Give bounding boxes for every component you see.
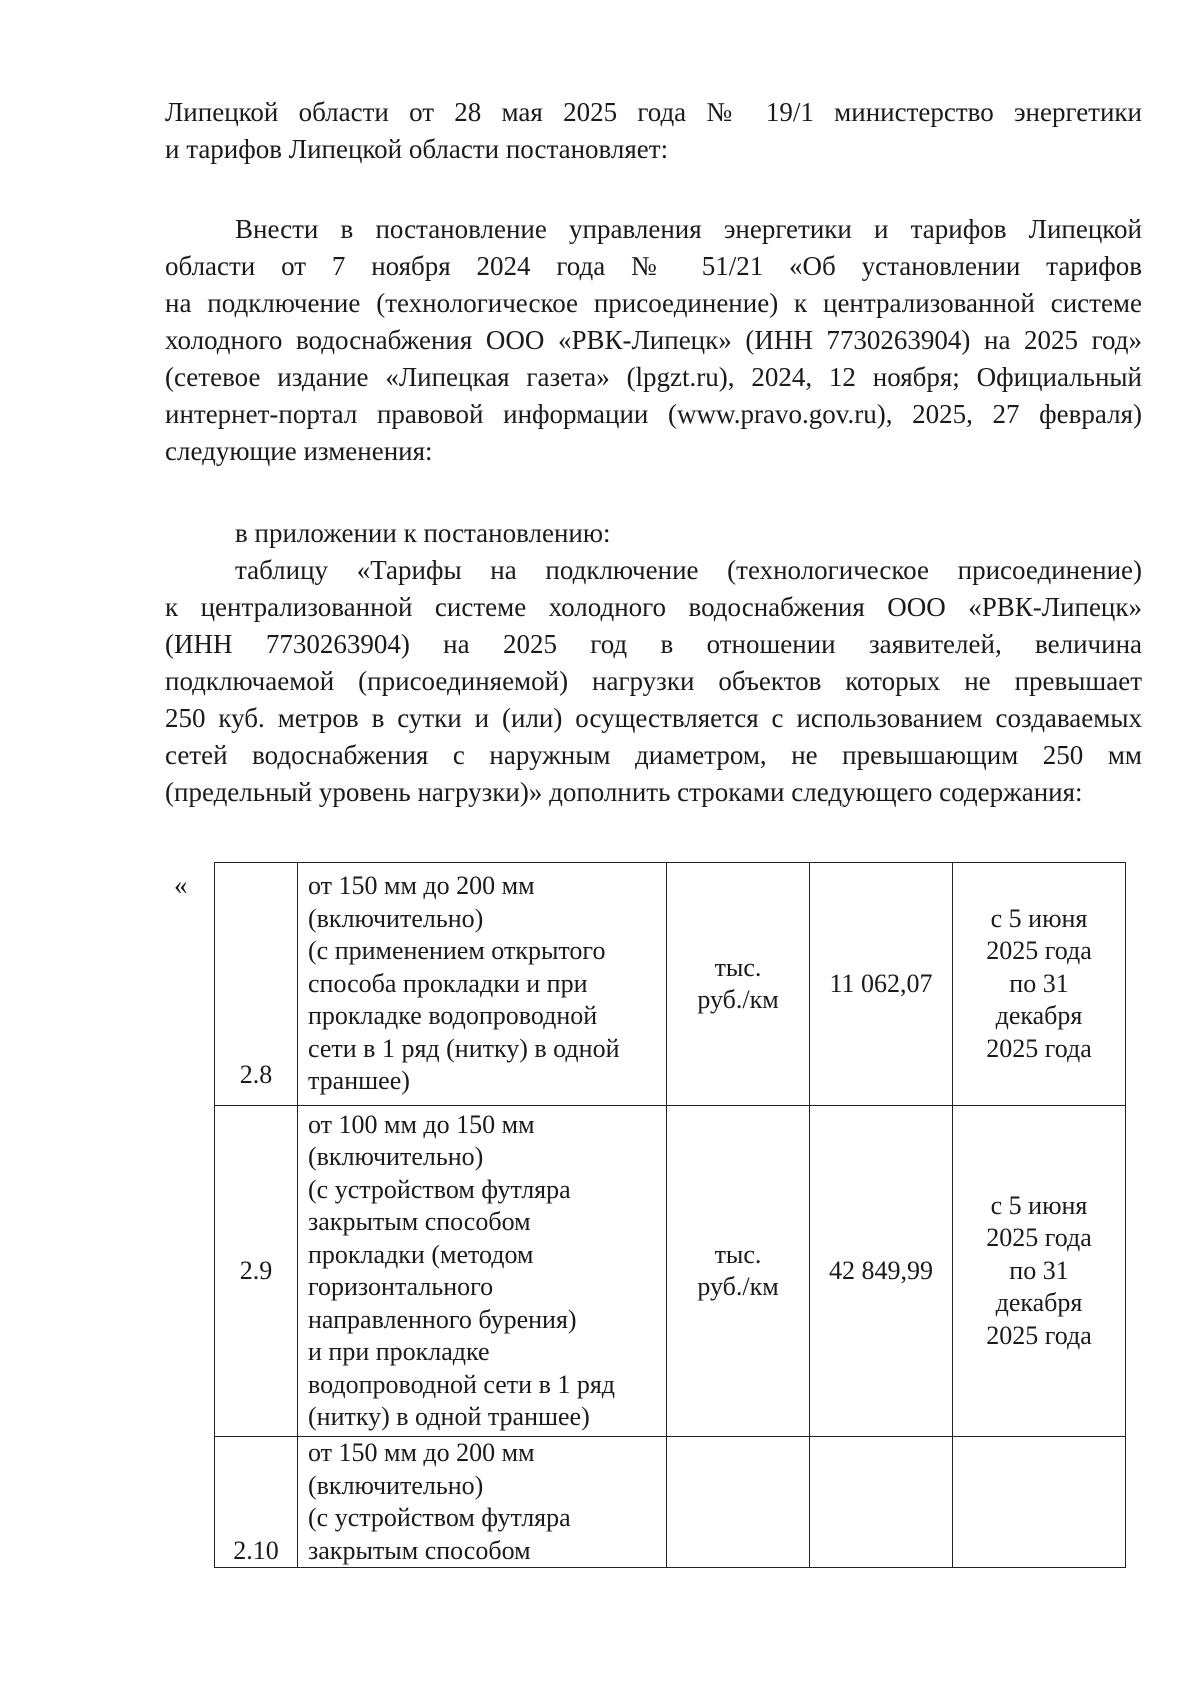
- row-number: 2.8: [215, 863, 298, 1106]
- intro-line: Липецкой области от 28 мая 2025 года № 19/1 министерство энергетики: [165, 97, 1142, 127]
- decree-line: Внести в постановление управления энергетики и тарифов Липецкой: [235, 214, 1142, 244]
- period-line: декабря: [995, 1288, 1083, 1318]
- row-period: [953, 1106, 1126, 1437]
- description-line: (с устройством футляра: [308, 1174, 571, 1204]
- row-value: 11 062,07: [810, 863, 953, 1106]
- table-row: [215, 1437, 1126, 1568]
- description-line: способа прокладки и при: [308, 968, 588, 998]
- description-line: траншее): [308, 1066, 410, 1096]
- appendix-line: таблицу «Тарифы на подключение (технологическое присоединение): [235, 555, 1142, 585]
- decree-line: (сетевое издание «Липецкая газета» (lpgzt.ru), 2024, 12 ноября; Официальный: [165, 362, 1142, 392]
- row-number: 2.9: [215, 1106, 298, 1437]
- description-line: (включительно): [308, 1470, 484, 1500]
- row-description: [298, 1106, 667, 1437]
- description-line: от 150 мм до 200 мм: [308, 1438, 535, 1467]
- description-line: прокладке водопроводной: [308, 1001, 598, 1031]
- description-line: водопроводной сети в 1 ряд: [308, 1369, 616, 1399]
- period-line: декабря: [995, 1001, 1083, 1031]
- row-unit-empty: [667, 1437, 810, 1568]
- appendix-line: (предельный уровень нагрузки)» дополнить строками следующего содержания:: [165, 777, 1083, 807]
- unit-line: тыс.: [714, 952, 762, 982]
- unit-line: руб./км: [697, 1272, 779, 1301]
- appendix-paragraph: [165, 515, 1142, 811]
- intro-line: и тарифов Липецкой области постановляет:: [165, 134, 669, 164]
- period-line: 2025 года: [986, 1320, 1092, 1350]
- row-description: [298, 1437, 667, 1568]
- tariff-table: [214, 862, 1126, 1568]
- period-line: с 5 июня: [990, 1190, 1088, 1220]
- table-row: [215, 863, 1126, 1106]
- appendix-line: 250 куб. метров в сутки и (или) осуществляется с использованием создаваемых: [165, 703, 1142, 733]
- period-line: 2025 года: [986, 936, 1092, 966]
- description-line: от 100 мм до 150 мм: [308, 1109, 535, 1139]
- period-line: 2025 года: [986, 1033, 1092, 1063]
- unit-line: тыс.: [714, 1239, 762, 1269]
- description-line: от 150 мм до 200 мм: [308, 871, 535, 901]
- decree-line: следующие изменения:: [165, 436, 433, 466]
- table-row: [215, 1106, 1126, 1437]
- description-line: сети в 1 ряд (нитку) в одной: [308, 1033, 620, 1063]
- description-line: направленного бурения): [308, 1304, 577, 1334]
- row-value: 42 849,99: [810, 1106, 953, 1437]
- decree-paragraph: [165, 211, 1142, 470]
- row-period: [953, 863, 1126, 1106]
- appendix-heading: в приложении к постановлению:: [235, 518, 611, 548]
- intro-paragraph: [165, 94, 1142, 168]
- period-line: по 31: [1009, 968, 1069, 998]
- row-unit: [667, 1106, 810, 1437]
- decree-line: области от 7 ноября 2024 года № 51/21 «Об установлении тарифов: [165, 251, 1142, 281]
- appendix-line: подключаемой (присоединяемой) нагрузки объектов которых не превышает: [165, 666, 1142, 696]
- description-line: прокладки (методом: [308, 1239, 534, 1269]
- row-description: [298, 863, 667, 1106]
- description-line: (включительно): [308, 1142, 484, 1171]
- row-period-empty: [953, 1437, 1126, 1568]
- row-unit: [667, 863, 810, 1106]
- description-line: закрытым способом: [308, 1207, 531, 1236]
- decree-line: на подключение (технологическое присоединение) к централизованной системе: [165, 288, 1142, 318]
- decree-line: интернет-портал правовой информации (www.pravo.gov.ru), 2025, 27 февраля): [165, 399, 1142, 429]
- description-line: закрытым способом: [308, 1535, 531, 1565]
- row-number: 2.10: [215, 1437, 298, 1568]
- description-line: (с применением открытого: [308, 936, 606, 966]
- description-line: (нитку) в одной траншее): [308, 1402, 590, 1431]
- period-line: с 5 июня: [990, 903, 1088, 933]
- row-value-empty: [810, 1437, 953, 1568]
- description-line: и при прокладке: [308, 1337, 490, 1366]
- description-line: (с устройством футляра: [308, 1503, 571, 1532]
- period-line: 2025 года: [986, 1223, 1092, 1253]
- appendix-line: сетей водоснабжения с наружным диаметром, не превышающим 250 мм: [165, 740, 1142, 770]
- period-line: по 31: [1009, 1255, 1069, 1285]
- description-line: (включительно): [308, 903, 484, 933]
- appendix-line: (ИНН 7730263904) на 2025 год в отношении заявителей, величина: [165, 629, 1142, 659]
- appendix-line: к централизованной системе холодного водоснабжения ООО «РВК-Липецк»: [165, 592, 1142, 622]
- table-open-quote: «: [174, 870, 188, 900]
- decree-line: холодного водоснабжения ООО «РВК-Липецк» (ИНН 7730263904) на 2025 год»: [165, 325, 1142, 355]
- description-line: горизонтального: [308, 1272, 494, 1301]
- unit-line: руб./км: [697, 985, 779, 1014]
